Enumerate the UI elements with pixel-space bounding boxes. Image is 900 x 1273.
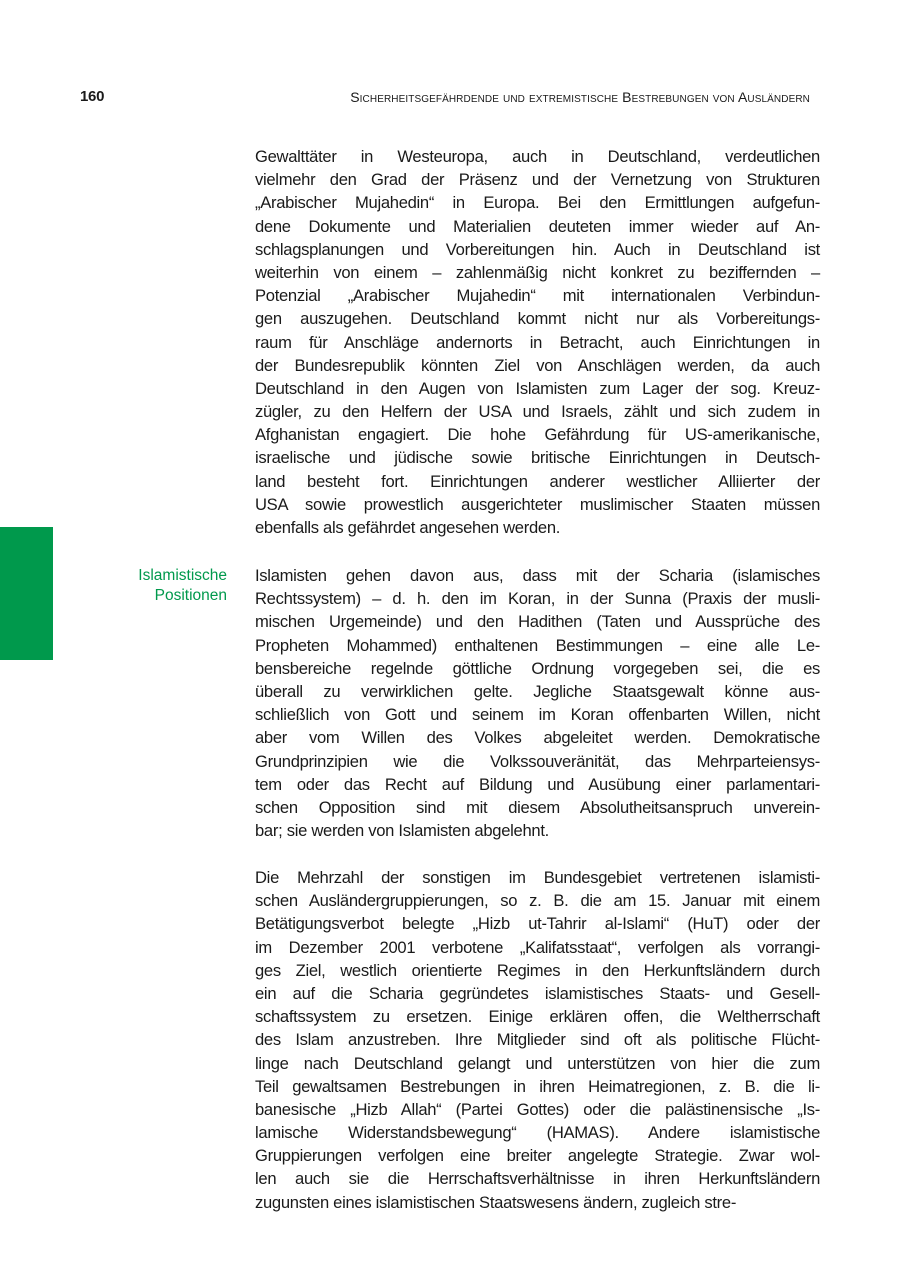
text-line: weiterhin von einem – zahlenmäßig nicht konkret zu beziffernden – (255, 262, 820, 282)
text-line: der Bundesrepublik könnten Ziel von Anschlägen werden, da auch (255, 355, 820, 375)
text-line: banesische „Hizb Allah“ (Partei Gottes) oder die palästinensische „Is- (255, 1099, 820, 1119)
text-line: Deutschland in den Augen von Islamisten zum Lager der sog. Kreuz- (255, 378, 820, 398)
margin-note-line: Positionen (154, 587, 227, 604)
text-line: überall zu verwirklichen gelte. Jegliche Staatsgewalt könne aus- (255, 681, 820, 701)
text-line: lamische Widerstandsbewegung“ (HAMAS). Andere islamistische (255, 1123, 820, 1143)
margin-note-line: Islamistische (138, 567, 227, 584)
text-line: schaftssystem zu ersetzen. Einige erklären offen, die Weltherrschaft (255, 1007, 820, 1027)
text-line: ebenfalls als gefährdet angesehen werden. (255, 518, 561, 537)
text-line: len auch sie die Herrschaftsverhältnisse in ihren Herkunftsländern (255, 1169, 820, 1189)
page-number: 160 (80, 88, 105, 105)
paragraph (255, 866, 820, 1214)
text-line: ges Ziel, westlich orientierte Regimes in den Herkunftsländern durch (255, 960, 820, 980)
text-line: vielmehr den Grad der Präsenz und der Vernetzung von Strukturen (255, 170, 820, 190)
text-line: aber vom Willen des Volkes abgeleitet werden. Demokratische (255, 728, 820, 748)
text-line: Teil gewaltsamen Bestrebungen in ihren Heimatregionen, z. B. die li- (255, 1076, 820, 1096)
text-line: des Islam anzustreben. Ihre Mitglieder sind oft als politische Flücht- (255, 1030, 820, 1050)
text-line: schen Opposition sind mit diesem Absolutheitsanspruch unverein- (255, 797, 820, 817)
text-line: schließlich von Gott und seinem im Koran offenbarten Willen, nicht (255, 705, 820, 725)
text-line: Islamisten gehen davon aus, dass mit der Scharia (islamisches (255, 566, 820, 585)
text-line: Grundprinzipien wie die Volkssouveränität, das Mehrparteiensys- (255, 751, 820, 771)
text-line: schen Ausländergruppierungen, so z. B. die am 15. Januar mit einem (255, 891, 820, 911)
text-line: Potenzial „Arabischer Mujahedin“ mit internationalen Verbindun- (255, 286, 820, 306)
margin-note (100, 566, 227, 606)
text-line: „Arabischer Mujahedin“ in Europa. Bei den Ermittlungen aufgefun- (255, 193, 820, 213)
text-line: USA sowie prowestlich ausgerichteter muslimischer Staaten müssen (255, 494, 820, 514)
running-header: Sicherheitsgefährdende und extremistische Bestrebungen von Ausländern (350, 89, 810, 105)
text-line: bensbereiche regelnde göttliche Ordnung vorgegeben sei, die es (255, 658, 820, 678)
text-line: bar; sie werden von Islamisten abgelehnt. (255, 821, 549, 841)
text-line: Betätigungsverbot belegte „Hizb ut-Tahrir al-Islami“ (HuT) oder der (255, 914, 820, 934)
text-line: schlagsplanungen und Vorbereitungen hin. Auch in Deutschland ist (255, 239, 820, 259)
section-marker-tab (0, 527, 53, 660)
text-line: Die Mehrzahl der sonstigen im Bundesgebiet vertretenen islamisti- (255, 868, 820, 887)
text-line: zugunsten eines islamistischen Staatswesens ändern, zugleich stre- (255, 1192, 737, 1212)
paragraph (255, 145, 820, 539)
text-line: israelische und jüdische sowie britische Einrichtungen in Deutsch- (255, 448, 820, 468)
text-line: Rechtssystem) – d. h. den im Koran, in der Sunna (Praxis der musli- (255, 589, 820, 609)
text-line: ein auf die Scharia gegründetes islamistisches Staats- und Gesell- (255, 983, 820, 1003)
text-line: Gruppierungen verfolgen eine breiter angelegte Strategie. Zwar wol- (255, 1146, 820, 1166)
text-line: tem oder das Recht auf Bildung und Ausübung einer parlamentari- (255, 774, 820, 794)
text-line: zügler, zu den Helfern der USA und Israels, zählt und sich zudem in (255, 402, 820, 422)
text-line: Afghanistan engagiert. Die hohe Gefährdung für US-amerikanische, (255, 425, 820, 445)
text-line: linge nach Deutschland gelangt und unterstützen von hier die zum (255, 1053, 820, 1073)
text-line: gen auszugehen. Deutschland kommt nicht nur als Vorbereitungs- (255, 309, 820, 329)
text-line: im Dezember 2001 verbotene „Kalifatsstaat“, verfolgen als vorrangi- (255, 937, 820, 957)
text-line: dene Dokumente und Materialien deuteten immer wieder auf An- (255, 216, 820, 236)
paragraph (255, 564, 820, 842)
text-line: land besteht fort. Einrichtungen anderer westlicher Alliierter der (255, 471, 820, 491)
text-line: Gewalttäter in Westeuropa, auch in Deutschland, verdeutlichen (255, 147, 820, 166)
text-line: Propheten Mohammed) enthaltenen Bestimmungen – eine alle Le- (255, 635, 820, 655)
text-line: raum für Anschläge andernorts in Betracht, auch Einrichtungen in (255, 332, 820, 352)
text-line: mischen Urgemeinde) und den Hadithen (Taten und Aussprüche des (255, 612, 820, 632)
